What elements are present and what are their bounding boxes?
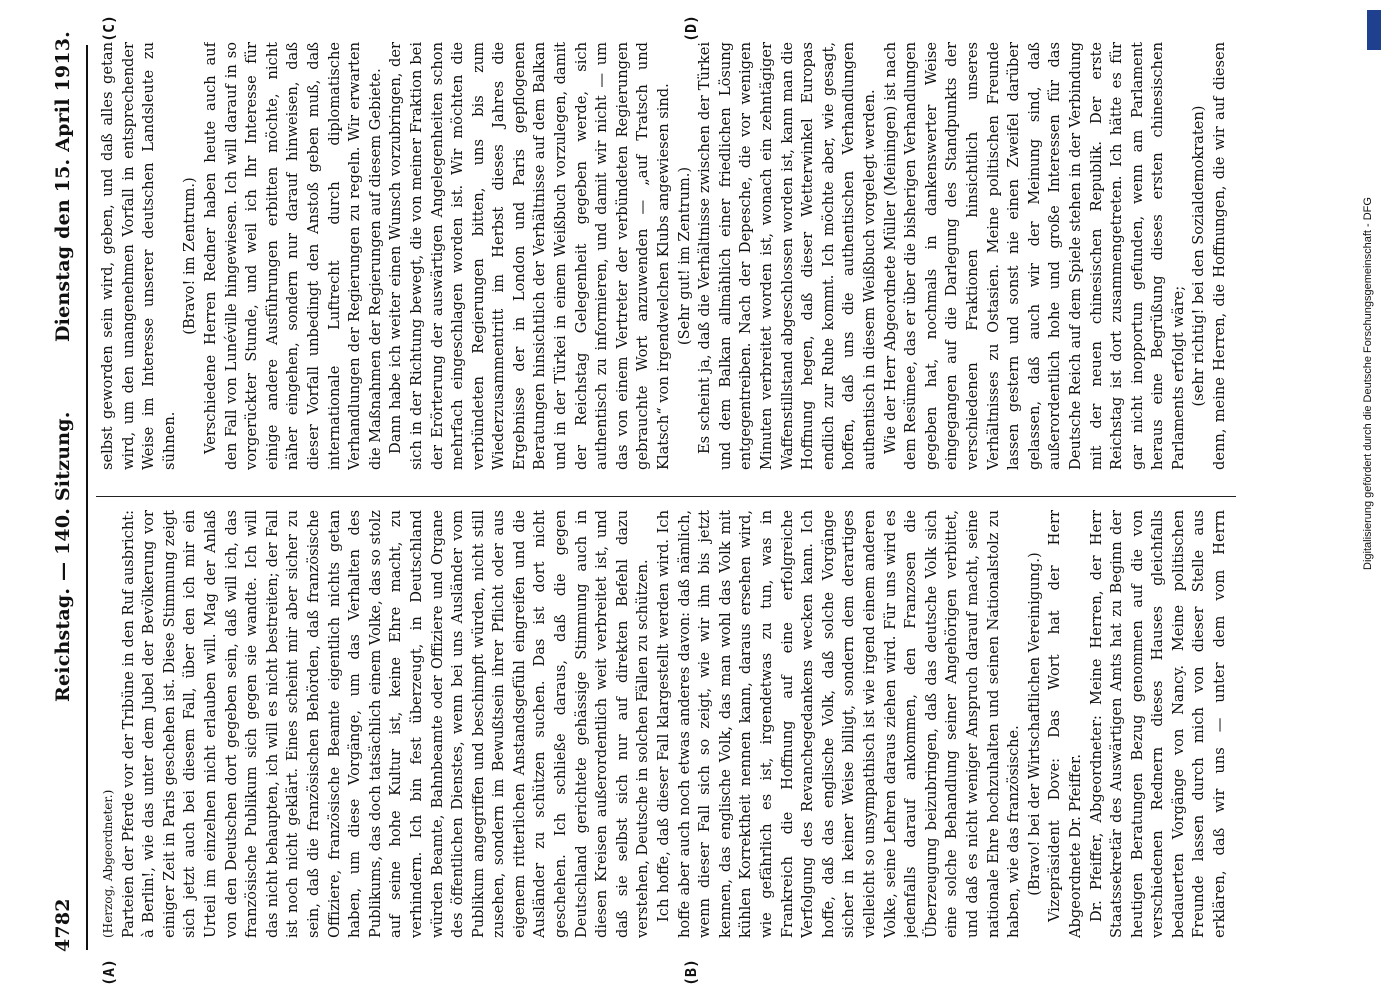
col-right-paragraph: Dann habe ich weiter einen Wunsch vorzubringen, der sich in der Richtung bewegt, die von meiner Fraktion bei der Erörterung der auswärtigen Angelegenheiten schon mehrfach eingeschlagen worden ist. Wir möchten die verbündeten Regierungen bitten, uns bis zum Wiederzusammentritt im Herbst dieses Jahres die Ergebnisse der in London und Paris gepflogenen Beratungen hinsichtlich der Verhältnisse auf dem Balkan und in der Türkei in einem Weißbuch vorzulegen, damit der Reichstag Gelegenheit gegeben werde, sich authentisch zu informieren, und damit wir nicht — um das von einem Vertreter der verbündeten Regierungen gebrauchte Wort anzuwenden — „auf Tratsch und Klatsch“ von irgendwelchen Klubs angewiesen sind. xyxy=(387,42,673,470)
col-right-paragraph: Verschiedene Herren Redner haben heute auch auf den Fall von Lunéville hingewiesen. Ich will darauf in so vorgerückter Stunde, und weil ich Ihr Interesse für einige andere Ausführungen erbitten möchte, nicht näher eingehen, sondern nur darauf hinweisen, daß dieser Vorfall unbedingt den Anstoß geben muß, daß internationale Luftrecht durch diplomatische Verhandlungen der Regierungen zu regeln. Wir erwarten die Maßnahmen der Regierungen auf diesem Gebiete. xyxy=(201,42,384,470)
col-left-paragraph: Vizepräsident Dove: Das Wort hat der Herr Abgeordnete Dr. Pfeiffer. xyxy=(1046,510,1084,938)
page-number: 4782 xyxy=(52,898,74,952)
col-left-paragraph: Parteien der Pferde vor der Tribüne in den Ruf ausbricht: à Berlin!, wie das unter dem Jubel der Bevölkerung vor einiger Zeit in Paris geschehen ist. Diese Stimmung zeigt sich jetzt auch bei diesem Fall, über den ich mir ein Urteil im einzelnen nicht erlauben will. Mag der Anlaß von den Deutschen dort gegeben sein, daß will ich, das französische Publikum sich gegen sie wandte. Ich will das nicht behaupten, ich will es nicht bestreiten; der Fall ist noch nicht geklärt. Eines scheint mir aber sicher zu sein, daß die französischen Behörden, daß französische Offiziere, französische Beamte eigentlich nichts getan haben, um diese Vorgänge, um das Verhalten des Publikums, das doch tatsächlich einem Volke, das so stolz auf seine hohe Kultur ist, keine Ehre macht, zu verhindern. Ich bin fest überzeugt, in Deutschland würden Beamte, Bahnbeamte oder Offiziere und Organe des öffentlichen Dienstes, wenn bei uns Ausländer vom Publikum angegriffen und beschimpft würden, nicht still zusehen, sondern im Bewußtsein ihrer Pflicht oder aus eigenem ritterlichen Anstandsgefühl eingreifen und die Ausländer zu schützen suchen. Das ist dort nicht geschehen. Ich schließe daraus, daß die gegen Deutschland gerichtete gehässige Stimmung auch in diesen Kreisen außerordentlich weit verbreitet ist, und daß sie selbst sich nur auf direkten Befehl dazu verstehen, Deutsche in solchen Fällen zu schützen. xyxy=(119,510,652,938)
dfg-logo xyxy=(1367,10,1381,50)
running-title-right: Dienstag den 15. April 1913. xyxy=(52,31,74,342)
digitization-credit: Digitalisierung gefördert durch die Deutsche Forschungsgemeinschaft - DFG xyxy=(1362,197,1374,570)
margin-mark-a: (A) xyxy=(100,958,118,986)
col-left-paragraph: (Herzog, Abgeordneter.) xyxy=(101,789,115,938)
header-rule xyxy=(86,45,88,950)
col-right-paragraph: denn, meine Herren, die Hoffnungen, die wir auf diesen xyxy=(1211,42,1228,470)
col-right-paragraph: (sehr richtig! bei den Sozialdemokraten) xyxy=(1190,105,1208,407)
right-column xyxy=(98,42,1228,470)
column-divider xyxy=(96,496,1236,497)
col-left-paragraph: Ich hoffe, daß dieser Fall klargestellt werden wird. Ich hoffe aber auch noch etwas anderes davon: daß nämlich, wenn dieser Fall sich so zeigt, wie wir ihn bis jetzt kennen, das englische Volk, das man wohl das Volk mit kühlen Korrektheit nennen kann, daraus ersehen wird, wie gefährlich es ist, irgendetwas zu tun, was in Frankreich die Hoffnung auf eine erfolgreiche Verfolgung des Revanchegedankens wecken kann. Ich hoffe, daß das englische Volk, daß solche Vorgänge sicher in keiner Weise billigt, sondern dem derartiges vielleicht so unsympathisch ist wie irgend einem anderen Volke, seine Lehren daraus ziehen wird. Für uns wird es jedenfalls darauf ankommen, den Franzosen die Überzeugung beizubringen, daß das deutsche Volk sich eine solche Behandlung seiner Angehörigen verbittet, und daß es nicht weniger Anspruch darauf macht, seine nationale Ehre hochzuhalten und seinen Nationalstolz zu haben, wie das französische. xyxy=(655,510,1023,938)
col-right-paragraph: (Bravo! im Zentrum.) xyxy=(181,177,199,335)
col-right-paragraph: (Sehr gut! im Zentrum.) xyxy=(675,166,693,346)
margin-mark-b: (B) xyxy=(682,958,700,986)
left-column xyxy=(98,510,1228,938)
margin-mark-d: (D) xyxy=(682,14,700,42)
col-right-paragraph: selbst geworden sein wird, geben, und daß alles getan wird, um den unangenehmen Vorfall in entsprechender Weise im Interesse unserer deutschen Landsleute zu sühnen. xyxy=(99,42,178,470)
margin-mark-c: (C) xyxy=(100,14,118,42)
col-right-paragraph: Es scheint ja, daß die Verhältnisse zwischen der Türkei und dem Balkan allmählich einer friedlichen Lösung entgegentreiben. Nach der Depesche, die vor wenigen Minuten verbreitet worden ist, wonach ein zehntägiger Waffenstillstand abgeschlossen worden ist, kann man die Hoffnung hegen, daß dieser Wetterwinkel Europas endlich zur Ruhe kommt. Ich möchte aber, wie gesagt, hoffen, daß uns die authentischen Verhandlungen authentisch in diesem Weißbuch vorgelegt werden. xyxy=(696,42,878,470)
col-left-paragraph: Dr. Pfeiffer, Abgeordneter: Meine Herren, der Herr Staatssekretär des Auswärtigen Amts hat zu Beginn der heutigen Beratungen Bezug genommen auf die von verschiedenen Rednern dieses Hauses gleichfalls bedauerten Vorgänge von Nancy. Meine politischen Freunde lassen durch mich von dieser Stelle aus erklären, daß wir uns — unter dem vom Herrn xyxy=(1087,510,1228,938)
col-left-paragraph: (Bravo! bei der Wirtschaftlichen Vereinigung.) xyxy=(1025,552,1043,896)
running-title-left: Reichstag. — 140. Sitzung. xyxy=(52,411,74,702)
col-right-paragraph: Wie der Herr Abgeordnete Müller (Meiningen) ist nach dem Resümee, das er über die bisherigen Verhandlungen gegeben hat, nochmals in dankenswerter Weise eingegangen auf die Darlegung des Standpunkts der verschiedenen Fraktionen hinsichtlich unseres Verhältnisses zu Ostasien. Meine politischen Freunde lassen gestern und sonst nie einen Zweifel darüber gelassen, daß auch wir der Meinung sind, daß außerordentlich hohe und große Interessen für das Deutsche Reich auf dem Spiele stehen in der Verbindung mit der neuen chinesischen Republik. Der erste Reichstag ist dort zusammengetreten. Ich hätte es für gar nicht inopportun gefunden, wenn am Parlament heraus eine Begrüßung dieses ersten chinesischen Parlaments erfolgt wäre; xyxy=(881,42,1187,470)
page-header xyxy=(52,31,88,952)
